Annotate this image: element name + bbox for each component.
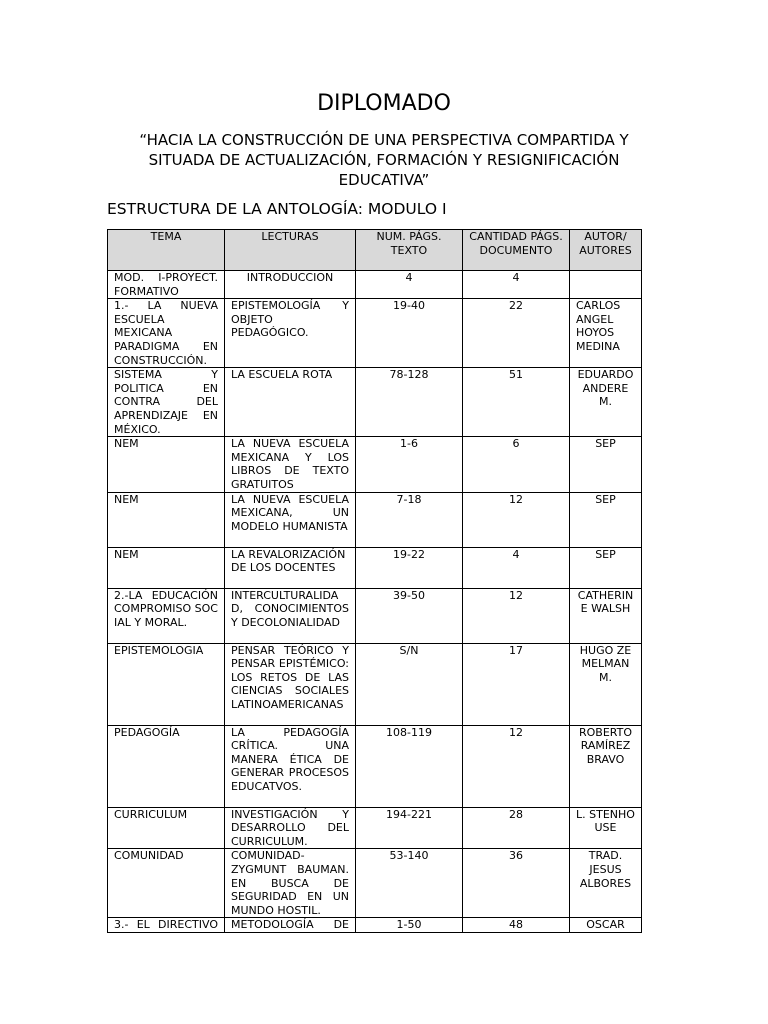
cell-lectura: COMUNIDAD-ZYGMUNT BAUMAN. EN BUSCA DE SEGURIDAD EN UN MUNDO HOSTIL.: [225, 849, 356, 918]
header-num-pags: NUM. PÁGS. TEXTO: [356, 230, 463, 271]
cell-lectura: LA NUEVA ESCUELA MEXICANA, UN MODELO HUMANISTA: [225, 492, 356, 547]
table-header-row: [108, 230, 642, 271]
cell-autor: SEP: [570, 437, 642, 492]
cell-lectura: LA REVALORIZACIÓN DE LOS DOCENTES: [225, 547, 356, 588]
cell-lectura: INVESTIGACIÓN Y DESARROLLO DEL CURRICULUM.: [225, 807, 356, 849]
table-row: [108, 299, 642, 368]
cell-autor: CARLOS ANGEL HOYOS MEDINA: [570, 299, 642, 368]
cell-cantidad: 12: [463, 492, 570, 547]
cell-tema: PEDAGOGÍA: [108, 725, 225, 807]
cell-paginas: 194-221: [356, 807, 463, 849]
cell-cantidad: 12: [463, 588, 570, 643]
table-row: [108, 807, 642, 849]
header-tema: TEMA: [108, 230, 225, 271]
cell-tema: SISTEMA Y POLITICA EN CONTRA DEL APRENDIZAJE EN MÉXICO.: [108, 368, 225, 437]
cell-tema: NEM: [108, 547, 225, 588]
cell-autor: ROBERTO RAMÍREZ BRAVO: [570, 725, 642, 807]
cell-cantidad: 12: [463, 725, 570, 807]
table-row: [108, 588, 642, 643]
table-row: [108, 368, 642, 437]
cell-cantidad: 4: [463, 547, 570, 588]
cell-lectura: LA PEDAGOGÍA CRÍTICA. UNA MANERA ÉTICA DE GENERAR PROCESOS EDUCATVOS.: [225, 725, 356, 807]
cell-lectura: METODOLOGÍA DE: [225, 918, 356, 933]
cell-paginas: 4: [356, 271, 463, 299]
cell-paginas: 108-119: [356, 725, 463, 807]
cell-tema: 1.- LA NUEVA ESCUELA MEXICANA PARADIGMA EN CONSTRUCCIÓN.: [108, 299, 225, 368]
cell-lectura: EPISTEMOLOGÍA Y OBJETO PEDAGÓGICO.: [225, 299, 356, 368]
cell-paginas: 53-140: [356, 849, 463, 918]
cell-cantidad: 4: [463, 271, 570, 299]
cell-autor: SEP: [570, 492, 642, 547]
cell-autor: EDUARDO ANDERE M.: [570, 368, 642, 437]
cell-autor: HUGO ZEMELMAN M.: [570, 643, 642, 725]
table-row: [108, 849, 642, 918]
table-row: [108, 547, 642, 588]
table-row: [108, 918, 642, 933]
cell-tema: NEM: [108, 492, 225, 547]
cell-tema: MOD. I-PROYECT. FORMATIVO: [108, 271, 225, 299]
cell-tema: 2.-LA EDUCACIÓNCOMPROMISO SOCIAL Y MORAL.: [108, 588, 225, 643]
cell-autor: [570, 271, 642, 299]
cell-tema: EPISTEMOLOGIA: [108, 643, 225, 725]
cell-tema: NEM: [108, 437, 225, 492]
cell-lectura: LA NUEVA ESCUELA MEXICANA Y LOS LIBROS DE TEXTO GRATUITOS: [225, 437, 356, 492]
cell-autor: L. STENHOUSE: [570, 807, 642, 849]
cell-lectura: PENSAR TEÓRICO Y PENSAR EPISTÉMICO: LOS RETOS DE LAS CIENCIAS SOCIALES LATINOAMERICANAS: [225, 643, 356, 725]
cell-paginas: 1-50: [356, 918, 463, 933]
table-row: [108, 643, 642, 725]
table-row: [108, 492, 642, 547]
cell-cantidad: 48: [463, 918, 570, 933]
table-row: [108, 437, 642, 492]
cell-autor: SEP: [570, 547, 642, 588]
cell-lectura: INTERCULTURALIDAD, CONOCIMIENTOS Y DECOLONIALIDAD: [225, 588, 356, 643]
section-heading: ESTRUCTURA DE LA ANTOLOGÍA: MODULO I: [107, 200, 447, 218]
cell-lectura: LA ESCUELA ROTA: [225, 368, 356, 437]
header-autor: AUTOR/ AUTORES: [570, 230, 642, 271]
cell-cantidad: 28: [463, 807, 570, 849]
cell-tema: CURRICULUM: [108, 807, 225, 849]
cell-paginas: 1-6: [356, 437, 463, 492]
cell-cantidad: 22: [463, 299, 570, 368]
cell-cantidad: 17: [463, 643, 570, 725]
cell-paginas: 78-128: [356, 368, 463, 437]
cell-paginas: 39-50: [356, 588, 463, 643]
cell-cantidad: 6: [463, 437, 570, 492]
table-row: [108, 725, 642, 807]
cell-tema: 3.- EL DIRECTIVO: [108, 918, 225, 933]
header-lecturas: LECTURAS: [225, 230, 356, 271]
cell-paginas: 19-22: [356, 547, 463, 588]
document-title: DIPLOMADO: [317, 91, 451, 116]
cell-cantidad: 51: [463, 368, 570, 437]
antologia-table: [107, 229, 642, 933]
cell-tema: COMUNIDAD: [108, 849, 225, 918]
table-row: [108, 271, 642, 299]
cell-autor: TRAD. JESUS ALBORES: [570, 849, 642, 918]
cell-paginas: 19-40: [356, 299, 463, 368]
header-cantidad: CANTIDAD PÁGS. DOCUMENTO: [463, 230, 570, 271]
cell-lectura: INTRODUCCION: [225, 271, 356, 299]
cell-autor: CATHERINE WALSH: [570, 588, 642, 643]
cell-paginas: S/N: [356, 643, 463, 725]
cell-cantidad: 36: [463, 849, 570, 918]
document-subtitle: “HACIA LA CONSTRUCCIÓN DE UNA PERSPECTIVA COMPARTIDA Y SITUADA DE ACTUALIZACIÓN, FORMACIÓN Y RESIGNIFICACIÓN EDUCATIVA”: [139, 131, 629, 189]
cell-autor: OSCAR: [570, 918, 642, 933]
cell-paginas: 7-18: [356, 492, 463, 547]
